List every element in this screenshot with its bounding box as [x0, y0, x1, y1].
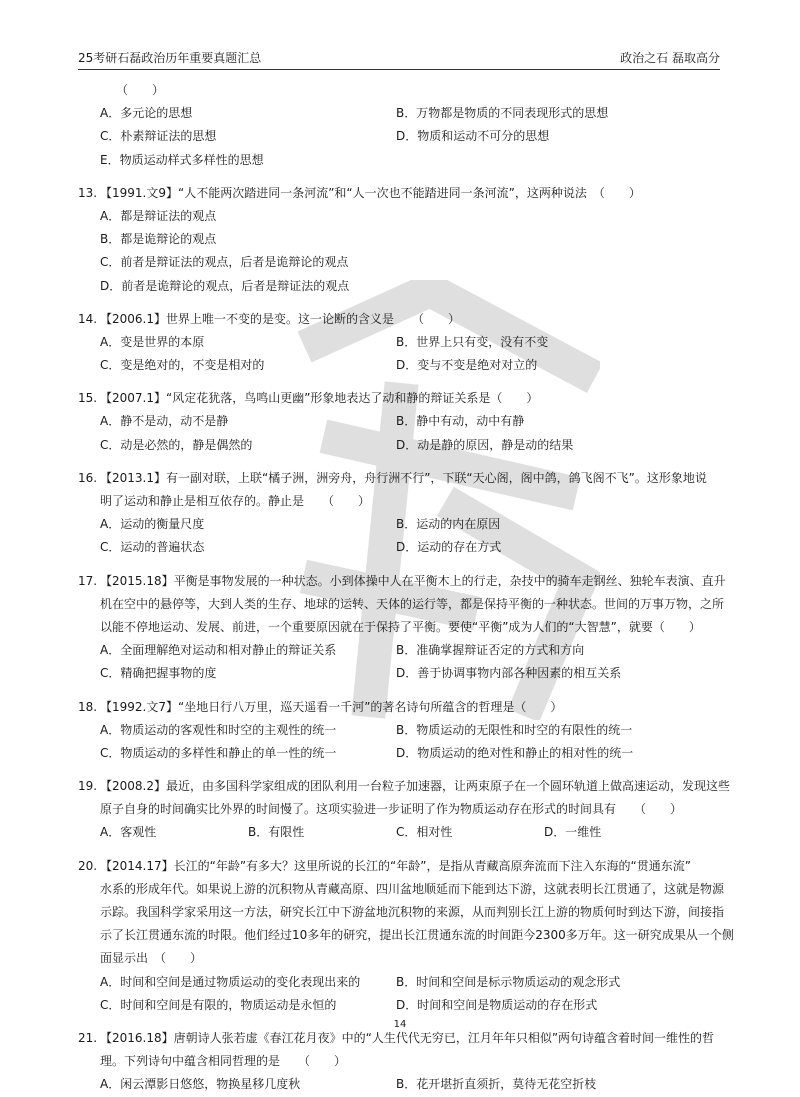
option-b: B．有限性: [248, 825, 305, 840]
option-b: B．时间和空间是标示物质运动的观念形式: [396, 974, 621, 989]
question-stem-line: 【2008.2】最近，由多国科学家组成的团队利用一台粒子加速器，让两束原子在一个圆环轨道上做高速运动，发现这些: [100, 779, 730, 794]
question-stem-line: 明了运动和静止是相互依存的。静止是 （ ）: [100, 494, 371, 508]
option-d: D．变与不变是绝对对立的: [396, 358, 538, 373]
question-stem-line: 水系的形成年代。如果说上游的沉积物从青藏高原、四川盆地顺延而下能到达下游，这就表明长江贯通了，这就是物源: [100, 881, 725, 896]
question-stem-line: 【2013.1】有一副对联，上联“橘子洲，洲旁舟，舟行洲不行”，下联“天心阁，阁中鸽，鸽飞阁不飞”。这形象地说: [100, 470, 707, 485]
question-17: [78, 570, 726, 686]
question-list: [78, 79, 734, 1097]
question-number: 14.: [78, 311, 98, 326]
question-19: [78, 775, 730, 845]
option-c: C．运动的普遍状态: [100, 540, 205, 555]
header-left-title: 25考研石磊政治历年重要真题汇总: [78, 51, 262, 65]
question-number: 13.: [78, 185, 98, 200]
option-a: A．都是辩证法的观点: [100, 208, 217, 223]
question-number: 16.: [78, 470, 98, 485]
option-b: B．都是诡辩论的观点: [100, 232, 217, 247]
option-b: B．静中有动，动中有静: [396, 414, 525, 429]
option-c: C．精确把握事物的度: [100, 666, 217, 681]
option-a: A．全面理解绝对运动和相对静止的辩证关系: [100, 643, 337, 658]
option-d: D．一维性: [544, 825, 602, 840]
option-b: B．准确掌握辩证否定的方式和方向: [396, 643, 585, 658]
question-stem-line: 【2015.18】平衡是事物发展的一种状态。小到体操中人在平衡木上的行走，杂技中的骑车走钢丝、独轮车表演、直升: [100, 573, 726, 588]
question-number: 18.: [78, 699, 98, 714]
option-a: A．客观性: [100, 825, 157, 840]
question-number: 20.: [78, 858, 98, 873]
page-header: [78, 48, 720, 70]
question-number: 17.: [78, 573, 98, 588]
option-d: D．动是静的原因，静是动的结果: [396, 437, 574, 452]
option-b: B．物质运动的无限性和时空的有限性的统一: [396, 722, 633, 737]
option-a: A．多元论的思想: [100, 106, 193, 121]
option-a: A．静不是动，动不是静: [100, 414, 229, 429]
page-number: 14: [393, 1019, 407, 1030]
question-14: [78, 308, 720, 378]
option-a: A．物质运动的客观性和时空的主观性的统一: [100, 722, 337, 737]
option-c: C．朴素辩证法的思想: [100, 129, 217, 144]
option-d: D．物质和运动不可分的思想: [396, 129, 550, 144]
question-stem-line: 理。下列诗句中蕴含相同哲理的是 （ ）: [100, 1054, 347, 1069]
question-stem-line: 机在空中的悬停等，大到人类的生存、地球的运转、天体的运行等，都是保持平衡的一种状态。世间的万事万物，之所: [100, 596, 725, 611]
question-12-tail: [78, 79, 720, 172]
question-stem-line: 面显示出 （ ）: [100, 951, 203, 966]
option-b: B．万物都是物质的不同表现形式的思想: [396, 106, 609, 121]
question-15: [78, 387, 720, 457]
option-c: C．动是必然的，静是偶然的: [100, 437, 253, 452]
question-stem-line: 以能不停地运动、发展、前进，一个重要原因就在于保持了平衡。要使“平衡”成为人们的“大智慧”，就要（ ）: [100, 619, 701, 634]
option-c: C．变是绝对的，不变是相对的: [100, 358, 265, 373]
question-stem: 【2007.1】“风定花犹落，鸟鸣山更幽”形象地表达了动和静的辩证关系是（ ）: [100, 391, 539, 406]
option-d: D．前者是诡辩论的观点，后者是辩证法的观点: [100, 278, 350, 293]
option-a: A．闲云潭影日悠悠，物换星移几度秋: [100, 1077, 301, 1092]
question-21: [78, 1027, 720, 1097]
question-stem: 【2006.1】世界上唯一不变的是变。这一论断的含义是 （ ）: [100, 311, 460, 326]
header-right-slogan: 政治之石 磊取高分: [620, 51, 720, 65]
option-b: B．花开堪折直须折，莫待无花空折枝: [396, 1077, 597, 1092]
option-c: C．物质运动的多样性和静止的单一性的统一: [100, 745, 337, 760]
question-stem-line: 示踪。我国科学家采用这一方法，研究长江中下游盆地沉积物的来源，从而判别长江上游的物质何时到达下游，间接指: [100, 905, 725, 919]
question-stem-line: 原子自身的时间确实比外界的时间慢了。这项实验进一步证明了作为物质运动存在形式的时间具有 （ ）: [100, 802, 683, 817]
option-c: C．相对性: [396, 825, 453, 840]
question-number: 21.: [78, 1030, 98, 1045]
question-13: [78, 182, 720, 298]
option-a: A．变是世界的本原: [100, 334, 205, 349]
option-a: A．时间和空间是通过物质运动的变化表现出来的: [100, 974, 361, 989]
question-20: [78, 855, 734, 1017]
question-stem-line: 【2014.17】长江的“年龄”有多大？这里所说的长江的“年龄”，是指从青藏高原奔流而下注入东海的“贯通东流”: [100, 858, 691, 873]
option-c: C．时间和空间是有限的，物质运动是永恒的: [100, 997, 337, 1012]
question-stem-line: 【2016.18】唐朝诗人张若虚《春江花月夜》中的“人生代代无穷已，江月年年只相似”两句诗蕴含着时间一维性的哲: [100, 1030, 715, 1045]
question-number: 19.: [78, 779, 98, 794]
option-e: E．物质运动样式多样性的思想: [100, 152, 264, 167]
option-d: D．物质运动的绝对性和静止的相对性的统一: [396, 745, 634, 760]
question-stem: 【1991.文9】“人不能两次踏进同一条河流”和“人一次也不能踏进同一条河流”，这两种说法 （ ）: [100, 185, 641, 200]
option-d: D．时间和空间是物质运动的存在形式: [396, 997, 598, 1012]
answer-blank: （ ）: [116, 83, 165, 97]
option-d: D．运动的存在方式: [396, 540, 502, 555]
question-stem-line: 示了长江贯通东流的时限。他们经过10多年的研究，提出长江贯通东流的时间距今2300多万年。这一研究成果从一个侧: [100, 928, 734, 943]
option-c: C．前者是辩证法的观点，后者是诡辩论的观点: [100, 255, 349, 270]
option-b: B．世界上只有变，没有不变: [396, 334, 549, 349]
option-b: B．运动的内在原因: [396, 517, 501, 532]
option-a: A．运动的衡量尺度: [100, 517, 205, 532]
question-16: [78, 467, 720, 560]
question-stem: 【1992.文7】“坐地日行八万里，巡天遥看一千河”的著名诗句所蕴含的哲理是（ ）: [100, 699, 563, 714]
question-number: 15.: [78, 391, 98, 406]
question-18: [78, 696, 720, 766]
option-d: D．善于协调事物内部各种因素的相互关系: [396, 666, 622, 681]
